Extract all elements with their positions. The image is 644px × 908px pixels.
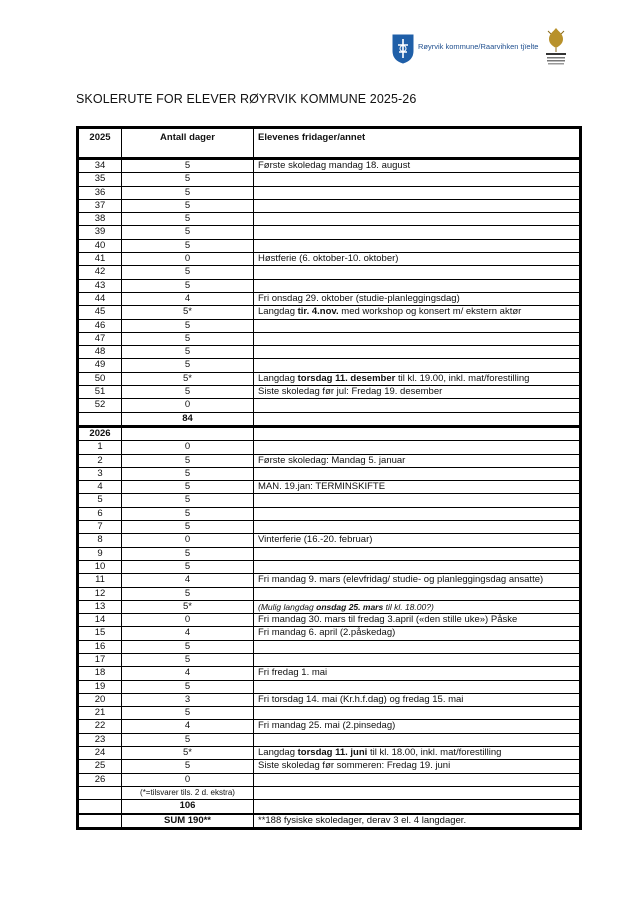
days-cell: 4 [122, 292, 254, 305]
table-row [78, 359, 581, 372]
note-cell [254, 640, 581, 653]
note-emphasis: torsdag 11. juni [297, 747, 368, 759]
days-cell: 5 [122, 560, 254, 573]
table-row [78, 253, 581, 266]
days-cell: 5 [122, 226, 254, 239]
empty-cell [122, 426, 254, 440]
shield-logo-icon [392, 34, 414, 64]
table-row [78, 560, 581, 573]
total-row [78, 814, 581, 829]
note-cell [254, 667, 581, 680]
note-cell [254, 521, 581, 534]
note-text: Siste skoledag før jul: Fredag 19. desember [258, 386, 443, 398]
days-cell: 5* [122, 306, 254, 319]
week-cell: 25 [78, 760, 122, 773]
days-cell: 5 [122, 386, 254, 399]
document-title: SKOLERUTE FOR ELEVER RØYRVIK KOMMUNE 2025-26 [76, 92, 417, 106]
days-cell: 5 [122, 186, 254, 199]
note-cell [254, 481, 581, 494]
table-row [78, 173, 581, 186]
note-cell [254, 720, 581, 733]
table-row [78, 481, 581, 494]
table-row [78, 653, 581, 666]
note-cell [254, 614, 581, 627]
week-cell: 21 [78, 707, 122, 720]
days-cell: 0 [122, 399, 254, 412]
note-cell [254, 693, 581, 706]
note-cell [254, 239, 581, 252]
note-cell [254, 707, 581, 720]
note-cell [254, 680, 581, 693]
week-cell: 40 [78, 239, 122, 252]
week-cell: 19 [78, 680, 122, 693]
week-cell: 9 [78, 547, 122, 560]
week-cell: 44 [78, 292, 122, 305]
note-cell [254, 292, 581, 305]
table-row [78, 266, 581, 279]
note-text: til kl. 19.00, inkl. mat/forestilling [395, 372, 530, 384]
note-text: Langdag [258, 747, 298, 759]
week-cell: 17 [78, 653, 122, 666]
sum-cell: 106 [122, 800, 254, 814]
table-row [78, 720, 581, 733]
note-cell [254, 600, 581, 613]
table-header-row [78, 128, 581, 159]
days-cell: 0 [122, 534, 254, 547]
days-cell: 5 [122, 760, 254, 773]
note-cell [254, 226, 581, 239]
total-label: SUM 190** [122, 814, 254, 829]
table-row [78, 547, 581, 560]
week-cell: 42 [78, 266, 122, 279]
days-cell: 4 [122, 720, 254, 733]
days-cell: 5 [122, 279, 254, 292]
days-cell: 5 [122, 653, 254, 666]
week-cell: 15 [78, 627, 122, 640]
days-cell: 5* [122, 747, 254, 760]
week-cell: 10 [78, 560, 122, 573]
note-cell [254, 186, 581, 199]
week-cell: 22 [78, 720, 122, 733]
table-row [78, 574, 581, 587]
note-emphasis: torsdag 11. desember [297, 372, 396, 384]
note-emphasis: tir. 4.nov. [297, 306, 339, 318]
logo-text: Røyrvik kommune/Raarvihken tjïelte [418, 42, 539, 51]
week-cell: 52 [78, 399, 122, 412]
note-text: (Mulig langdag [258, 601, 317, 612]
week-cell: 20 [78, 693, 122, 706]
note-text: Fri torsdag 14. mai (Kr.h.f.dag) og fredag 15. mai [258, 693, 464, 705]
table-row [78, 332, 581, 345]
days-cell: 5 [122, 521, 254, 534]
table-row [78, 454, 581, 467]
note-cell [254, 560, 581, 573]
note-text: Fri mandag 30. mars til fredag 3.april («den stille uke») Påske [258, 614, 518, 626]
empty-cell [254, 800, 581, 814]
table-row [78, 467, 581, 480]
note-cell [254, 733, 581, 746]
table-row [78, 292, 581, 305]
days-cell: 5 [122, 159, 254, 173]
week-cell: 4 [78, 481, 122, 494]
table-row [78, 773, 581, 786]
table-row [78, 226, 581, 239]
note-text: Fri mandag 9. mars (elevfridag/ studie- og planleggingsdag ansatte) [258, 574, 544, 586]
note-cell [254, 159, 581, 173]
note-cell [254, 534, 581, 547]
note-cell [254, 454, 581, 467]
note-cell [254, 574, 581, 587]
note-text: Første skoledag: Mandag 5. januar [258, 454, 406, 466]
table-row [78, 733, 581, 746]
note-text: Vinterferie (16.-20. februar) [258, 534, 373, 546]
week-cell: 47 [78, 332, 122, 345]
note-cell [254, 494, 581, 507]
days-cell: 0 [122, 614, 254, 627]
note-text: MAN. 19.jan: TERMINSKIFTE [258, 481, 386, 493]
note-cell [254, 199, 581, 212]
empty-cell [78, 814, 122, 829]
note-text: Fri onsdag 29. oktober (studie-planleggingsdag) [258, 292, 460, 304]
days-cell: 5 [122, 346, 254, 359]
days-cell: 4 [122, 574, 254, 587]
total-note: **188 fysiske skoledager, derav 3 el. 4 langdager. [254, 814, 581, 829]
sum-row-2026 [78, 800, 581, 814]
note-text: Fri fredag 1. mai [258, 667, 328, 679]
note-cell [254, 319, 581, 332]
table-row [78, 494, 581, 507]
table-row [78, 760, 581, 773]
note-cell [254, 279, 581, 292]
note-text: til kl. 18.00, inkl. mat/forestilling [367, 747, 502, 759]
table-row [78, 534, 581, 547]
days-cell: 5 [122, 173, 254, 186]
empty-cell [254, 426, 581, 440]
note-cell [254, 547, 581, 560]
table-row [78, 680, 581, 693]
note-cell [254, 346, 581, 359]
week-cell: 1 [78, 441, 122, 454]
week-cell: 37 [78, 199, 122, 212]
empty-cell [254, 412, 581, 426]
table-row [78, 640, 581, 653]
table-row [78, 399, 581, 412]
note-cell [254, 213, 581, 226]
week-cell: 3 [78, 467, 122, 480]
week-cell: 43 [78, 279, 122, 292]
table-row [78, 159, 581, 173]
header-year: 2025 [78, 128, 122, 159]
week-cell: 35 [78, 173, 122, 186]
week-cell: 2 [78, 454, 122, 467]
note-text: Fri mandag 25. mai (2.pinsedag) [258, 720, 396, 732]
days-cell: 5 [122, 481, 254, 494]
table-row [78, 279, 581, 292]
days-cell: 5* [122, 372, 254, 385]
crest-logo-icon [545, 26, 567, 70]
header-days: Antall dager [122, 128, 254, 159]
days-cell: 5 [122, 199, 254, 212]
days-cell: 5 [122, 454, 254, 467]
note-text: med workshop og konsert m/ ekstern aktør [338, 306, 522, 318]
table-row [78, 627, 581, 640]
note-text: Fri mandag 6. april (2.påskedag) [258, 627, 396, 639]
table-row [78, 600, 581, 613]
sum-row-2025 [78, 412, 581, 426]
year-row-2026 [78, 426, 581, 440]
header-notes: Elevenes fridager/annet [254, 128, 581, 159]
days-cell: 5* [122, 600, 254, 613]
week-cell: 34 [78, 159, 122, 173]
days-cell: 0 [122, 773, 254, 786]
days-cell: 5 [122, 587, 254, 600]
week-cell: 14 [78, 614, 122, 627]
note-text: Langdag [258, 306, 298, 318]
table-row [78, 213, 581, 226]
footnote-row [78, 786, 581, 799]
table-row [78, 441, 581, 454]
table-row [78, 667, 581, 680]
sum-cell: 84 [122, 412, 254, 426]
note-text: til kl. 18.00?) [383, 601, 434, 612]
days-cell: 5 [122, 733, 254, 746]
week-cell: 16 [78, 640, 122, 653]
school-schedule-table [76, 126, 582, 830]
days-cell: 0 [122, 253, 254, 266]
note-text: Høstferie (6. oktober-10. oktober) [258, 253, 399, 265]
days-cell: 3 [122, 693, 254, 706]
week-cell: 7 [78, 521, 122, 534]
days-cell: 5 [122, 332, 254, 345]
week-cell: 5 [78, 494, 122, 507]
days-cell: 0 [122, 441, 254, 454]
week-cell: 39 [78, 226, 122, 239]
days-cell: 5 [122, 547, 254, 560]
note-cell [254, 332, 581, 345]
note-cell [254, 760, 581, 773]
note-cell [254, 773, 581, 786]
note-cell [254, 266, 581, 279]
table-row [78, 199, 581, 212]
note-cell [254, 306, 581, 319]
days-cell: 5 [122, 359, 254, 372]
empty-cell [78, 412, 122, 426]
week-cell: 18 [78, 667, 122, 680]
table-row [78, 614, 581, 627]
week-cell: 26 [78, 773, 122, 786]
table-row [78, 186, 581, 199]
week-cell: 24 [78, 747, 122, 760]
empty-cell [254, 786, 581, 799]
week-cell: 41 [78, 253, 122, 266]
table-row [78, 319, 581, 332]
note-cell [254, 359, 581, 372]
note-cell [254, 507, 581, 520]
week-cell: 23 [78, 733, 122, 746]
table-row [78, 372, 581, 385]
days-cell: 5 [122, 239, 254, 252]
note-cell [254, 253, 581, 266]
note-cell [254, 747, 581, 760]
week-cell: 8 [78, 534, 122, 547]
table-row [78, 521, 581, 534]
table-row [78, 693, 581, 706]
week-cell: 36 [78, 186, 122, 199]
week-cell: 45 [78, 306, 122, 319]
days-cell: 5 [122, 319, 254, 332]
week-cell: 12 [78, 587, 122, 600]
days-cell: 4 [122, 667, 254, 680]
table-row [78, 346, 581, 359]
week-cell: 48 [78, 346, 122, 359]
week-cell: 13 [78, 600, 122, 613]
days-cell: 4 [122, 627, 254, 640]
table-row [78, 306, 581, 319]
days-cell: 5 [122, 467, 254, 480]
note-cell [254, 627, 581, 640]
days-cell: 5 [122, 707, 254, 720]
days-cell: 5 [122, 213, 254, 226]
footnote-cell: (*=tilsvarer tils. 2 d. ekstra) [122, 786, 254, 799]
note-cell [254, 372, 581, 385]
empty-cell [78, 800, 122, 814]
week-cell: 11 [78, 574, 122, 587]
week-cell: 38 [78, 213, 122, 226]
year-label: 2026 [78, 426, 122, 440]
note-text: Siste skoledag før sommeren: Fredag 19. juni [258, 760, 451, 772]
note-cell [254, 386, 581, 399]
week-cell: 46 [78, 319, 122, 332]
days-cell: 5 [122, 494, 254, 507]
week-cell: 6 [78, 507, 122, 520]
note-cell [254, 653, 581, 666]
note-cell [254, 587, 581, 600]
table-row [78, 239, 581, 252]
days-cell: 5 [122, 680, 254, 693]
days-cell: 5 [122, 507, 254, 520]
note-cell [254, 467, 581, 480]
note-cell [254, 441, 581, 454]
note-text: Første skoledag mandag 18. august [258, 160, 411, 171]
note-cell [254, 399, 581, 412]
note-text: Langdag [258, 372, 298, 384]
days-cell: 5 [122, 266, 254, 279]
table-row [78, 507, 581, 520]
empty-cell [78, 786, 122, 799]
week-cell: 50 [78, 372, 122, 385]
note-cell [254, 173, 581, 186]
table-row [78, 747, 581, 760]
days-cell: 5 [122, 640, 254, 653]
table-row [78, 386, 581, 399]
table-row [78, 707, 581, 720]
week-cell: 49 [78, 359, 122, 372]
note-emphasis: onsdag 25. mars [316, 601, 384, 612]
table-row [78, 587, 581, 600]
week-cell: 51 [78, 386, 122, 399]
